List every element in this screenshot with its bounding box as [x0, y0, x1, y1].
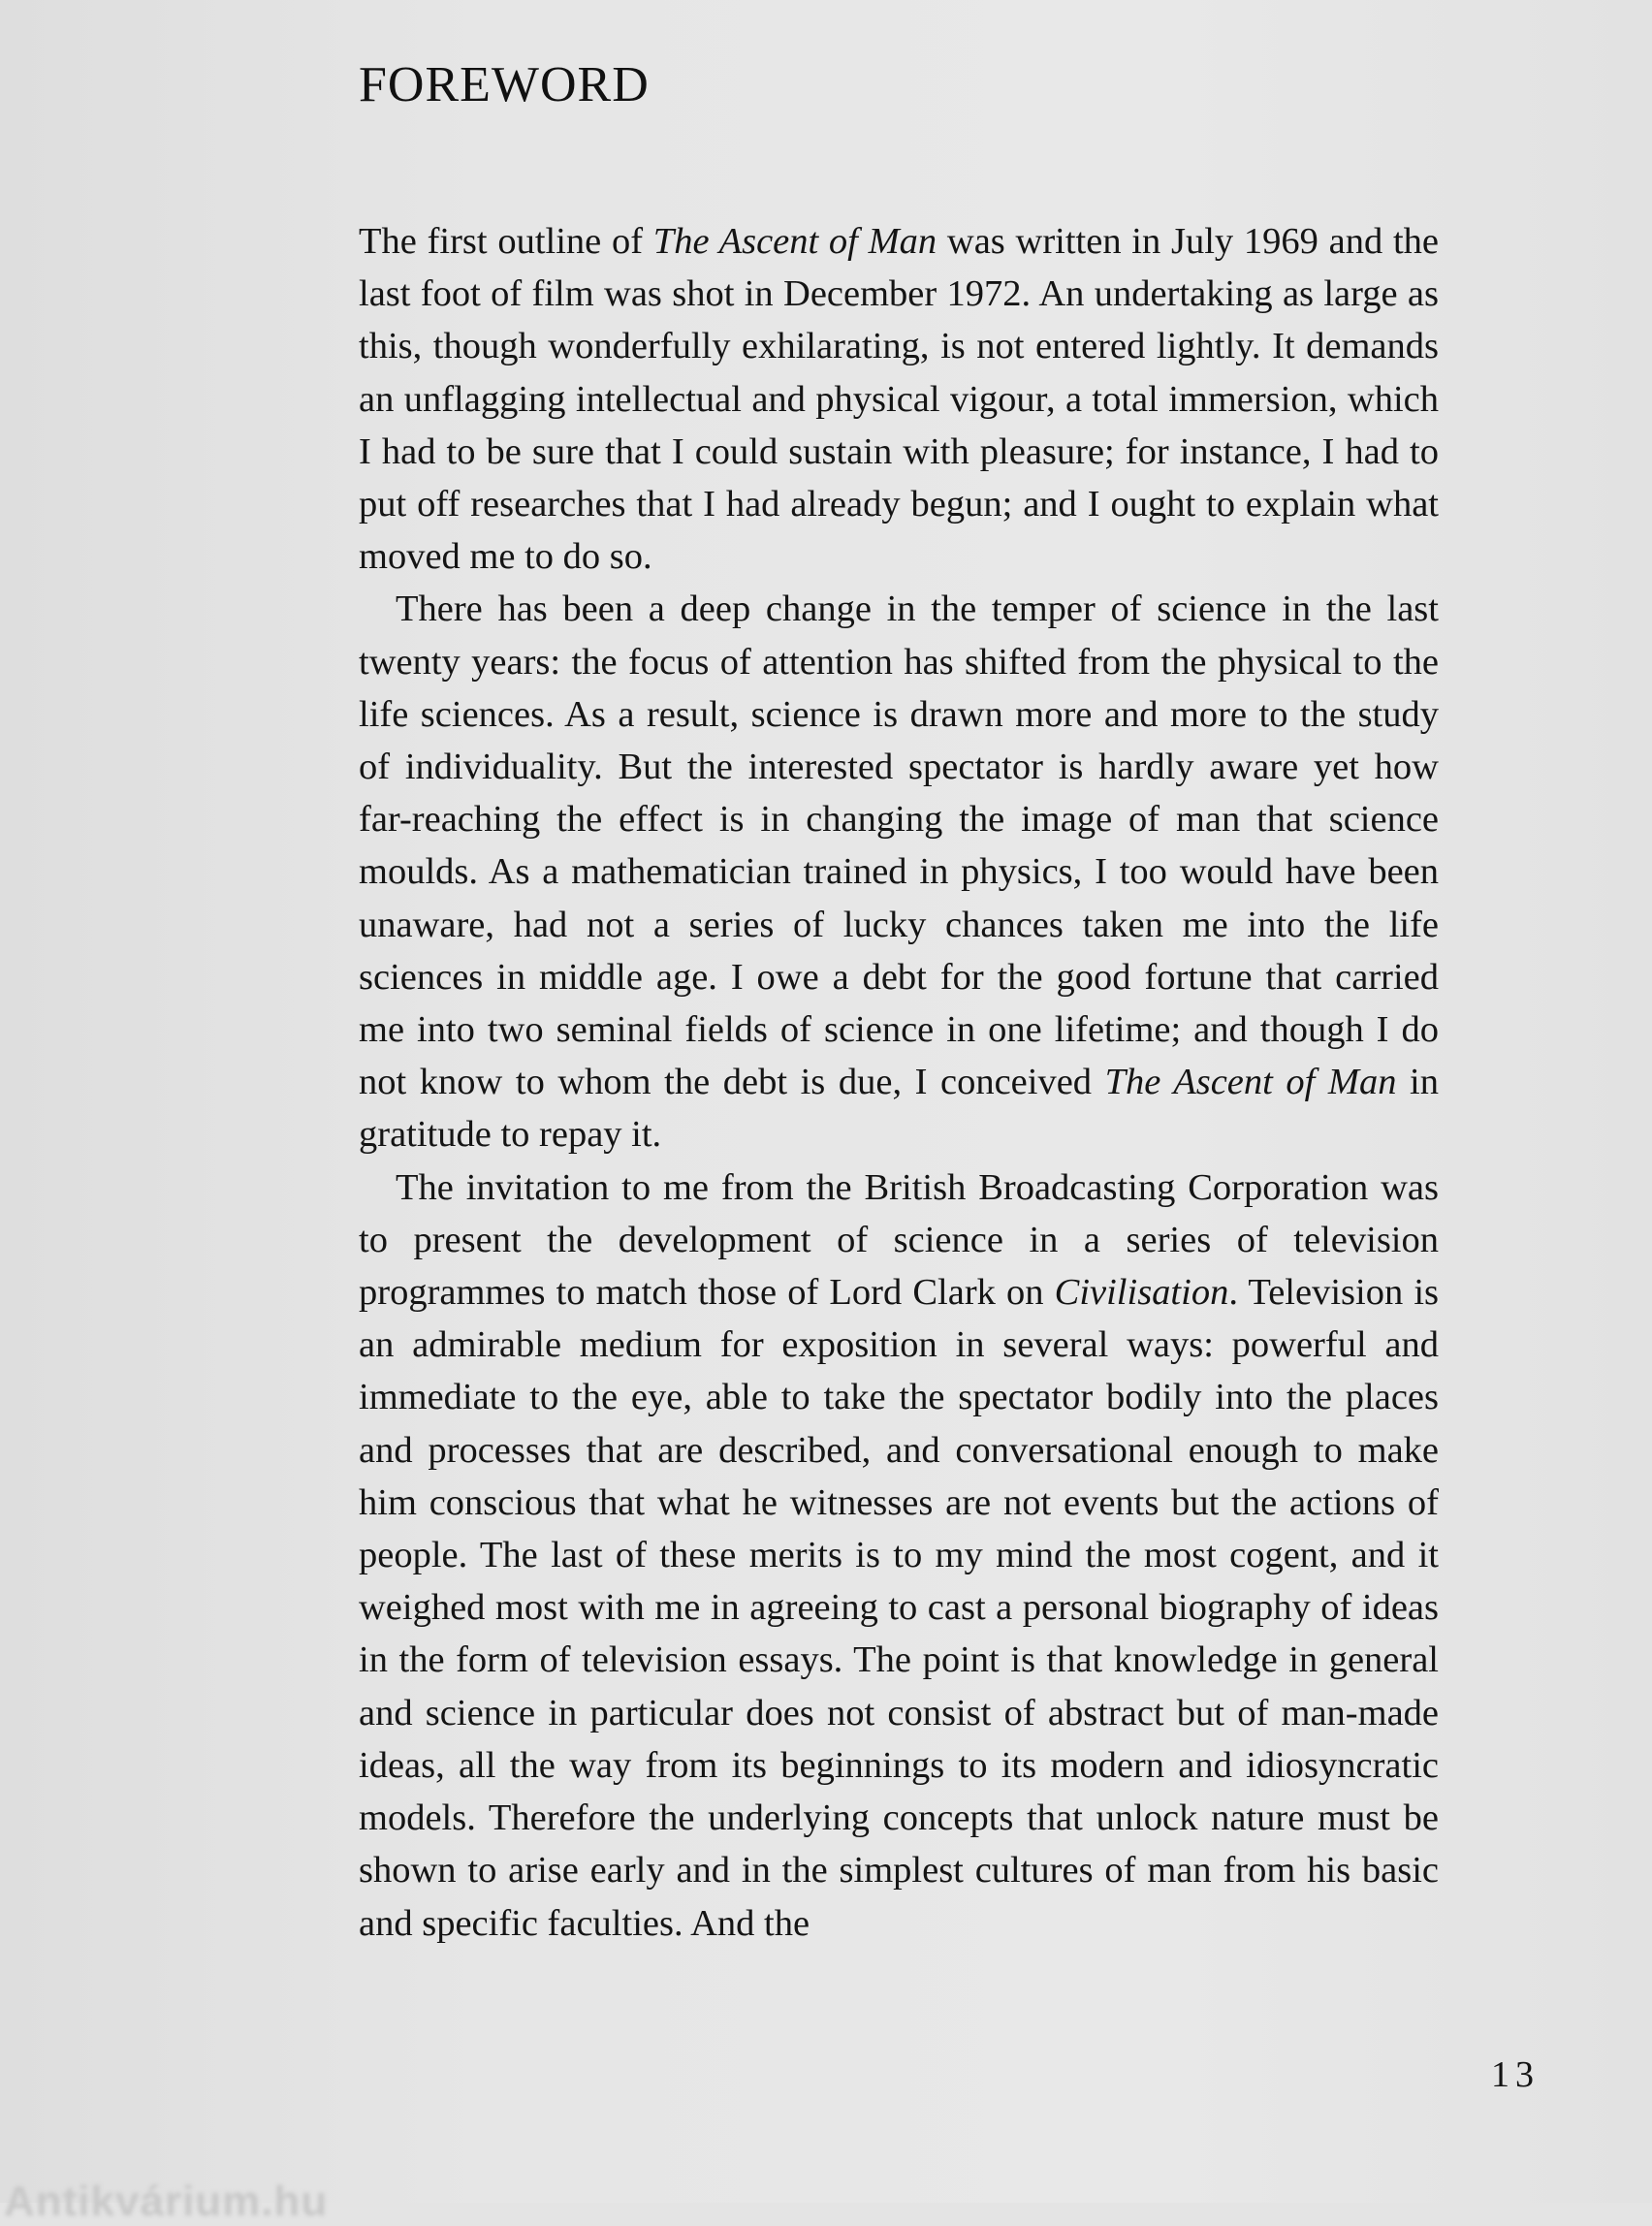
- text-run: There has been a deep change in the temper of science in the last twenty years: the focus of attention has shifted from the physical to the life sciences. As a result, science is drawn more and more to the study of individuality. But the interested spectator is hardly aware yet how far-reaching the effect is in changing the image of man that science moulds. As a mathematician trained in physics, I too would have been unaware, had not a series of lucky chances taken me into the life sciences in middle age. I owe a debt for the good fortune that carried me into two seminal fields of science in one lifetime; and though I do not know to whom the debt is due, I conceived: [359, 588, 1439, 1103]
- page-heading: FOREWORD: [359, 57, 650, 112]
- text-run: The first outline of: [359, 221, 653, 262]
- text-run: The invitation to me from the British Broadcasting Corporation was to present the development of science in a series of television programmes to match those of Lord Clark on: [359, 1166, 1439, 1314]
- text-run: was written in July 1969 and the last foot of film was shot in December 1972. An undertaking as large as this, though wonderfully exhilarating, is not entered lightly. It demands an unflagging intellectual and physical vigour, a total immersion, which I had to be sure that I could sustain with pleasure; for instance, I had to put off researches that I had already begun; and I ought to explain what moved me to do so.: [359, 221, 1439, 578]
- book-title-italic: The Ascent of Man: [1104, 1062, 1397, 1103]
- series-title-italic: Civilisation: [1054, 1272, 1229, 1314]
- paragraph-3: [359, 1161, 1439, 1950]
- text-run: . Television is an admirable medium for exposition in several ways: powerful and immediate to the eye, able to take the spectator bodily into the places and processes that are described, and conversational enough to make him conscious that what he witnesses are not events but the actions of people. The last of these merits is to my mind the most cogent, and it weighed most with me in agreeing to cast a personal biography of ideas in the form of television essays. The point is that knowledge in general and science in particular does not consist of abstract but of man-made ideas, all the way from its beginnings to its modern and idiosyncratic models. Therefore the underlying concepts that unlock nature must be shown to arise early and in the simplest cultures of man from his basic and specific faculties. And the: [359, 1272, 1440, 1944]
- page-number: 13: [1491, 2054, 1540, 2095]
- body-text: [359, 215, 1439, 1950]
- text-run: in gratitude to repay it.: [359, 1062, 1439, 1156]
- watermark: Antikvárium.hu: [4, 2178, 329, 2225]
- paragraph-2: [359, 583, 1439, 1161]
- book-title-italic: The Ascent of Man: [652, 221, 937, 262]
- paragraph-1: [359, 215, 1439, 583]
